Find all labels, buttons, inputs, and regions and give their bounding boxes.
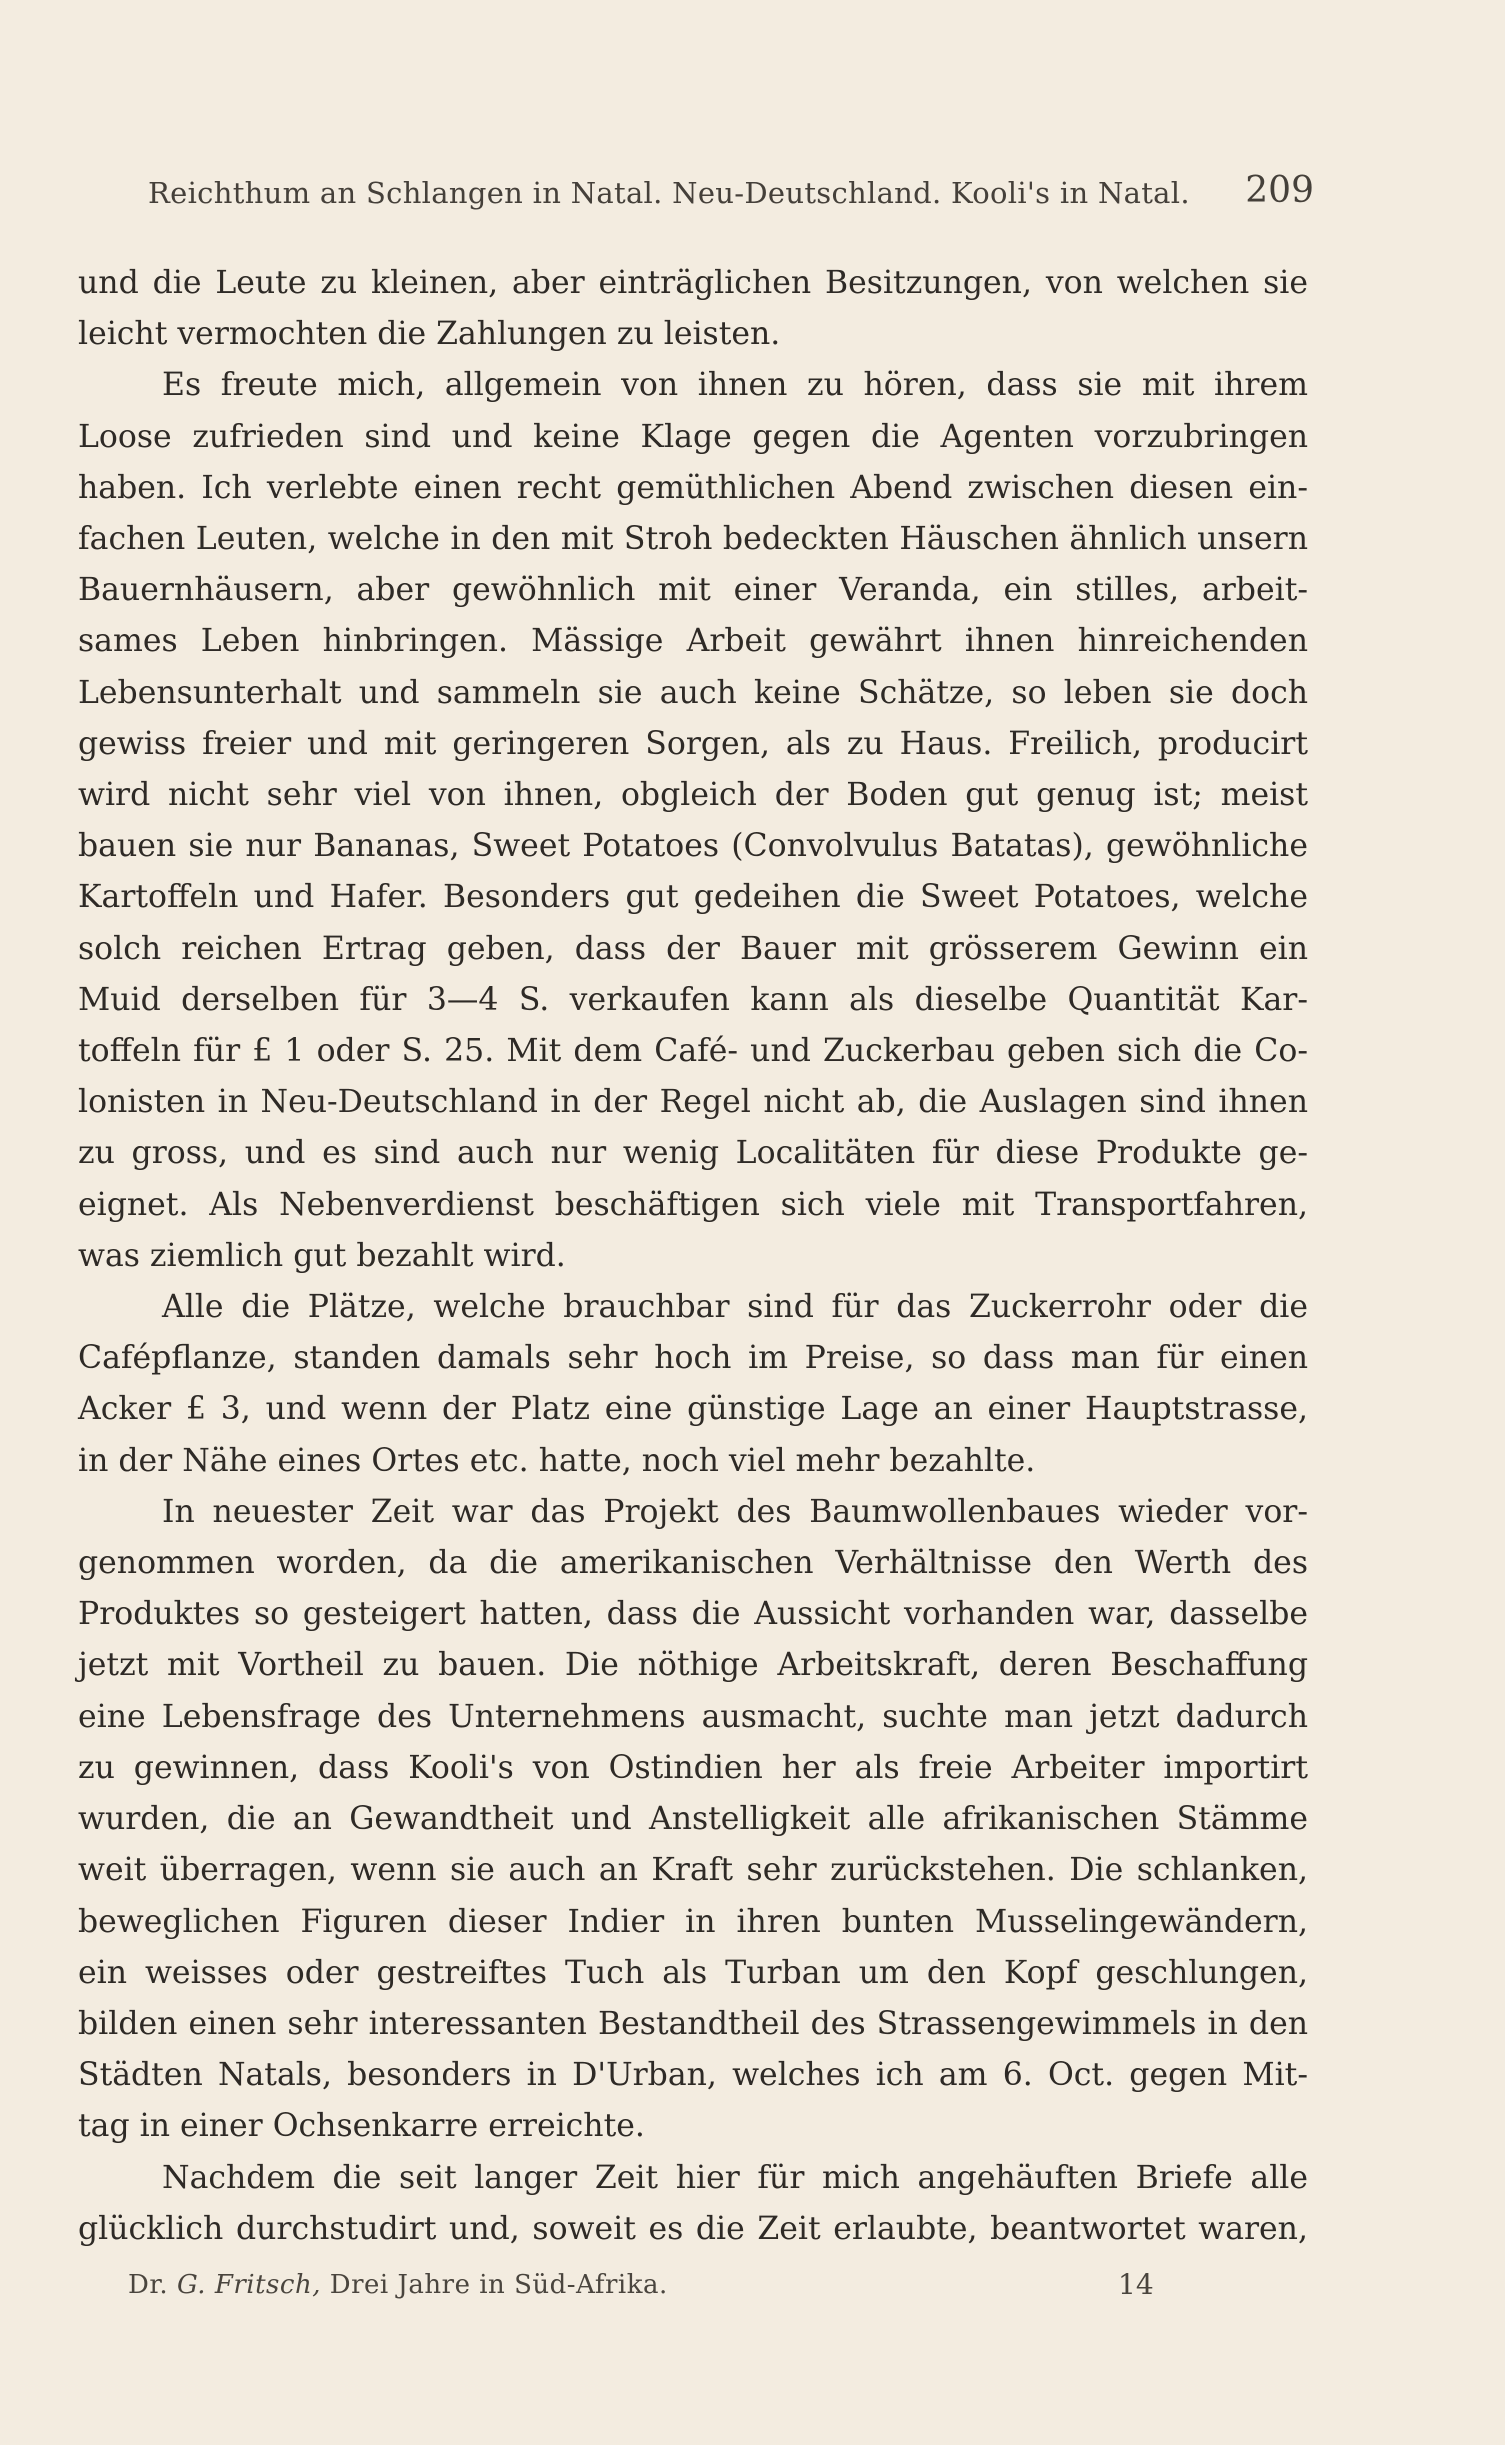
- text-line: In neuester Zeit war das Projekt des Baumwollenbaues wieder vor-: [162, 1493, 1308, 1530]
- text-line: leicht vermochten die Zahlungen zu leisten.: [78, 316, 781, 353]
- footer-title: Drei Jahre in Süd-Afrika.: [329, 2270, 668, 2300]
- printer-signature: [128, 2270, 668, 2300]
- text-line: und die Leute zu kleinen, aber einträglichen Besitzungen, von welchen sie: [78, 265, 1308, 301]
- text-line: Produktes so gesteigert hatten, dass die Aussicht vorhanden war, dasselbe: [78, 1596, 1308, 1633]
- text-line: lonisten in Neu-Deutschland in der Regel nicht ab, die Auslagen sind ihnen: [78, 1084, 1308, 1121]
- text-line: zu gewinnen, dass Kooli's von Ostindien her als freie Arbeiter importirt: [78, 1749, 1308, 1786]
- text-line: toffeln für £ 1 oder S. 25. Mit dem Café- und Zuckerbau geben sich die Co-: [78, 1033, 1308, 1070]
- text-line: genommen worden, da die amerikanischen Verhältnisse den Werth des: [78, 1545, 1308, 1582]
- text-line: Muid derselben für 3—4 S. verkaufen kann als dieselbe Quantität Kar-: [78, 981, 1308, 1018]
- page-number: 209: [1245, 170, 1314, 211]
- text-line: sames Leben hinbringen. Mässige Arbeit gewährt ihnen hinreichenden: [78, 623, 1308, 660]
- text-line: Lebensunterhalt und sammeln sie auch keine Schätze, so leben sie doch: [78, 674, 1308, 711]
- text-line: bauen sie nur Bananas, Sweet Potatoes (Convolvulus Batatas), gewöhnliche: [78, 828, 1308, 865]
- text-line: wird nicht sehr viel von ihnen, obgleich der Boden gut genug ist; meist: [78, 777, 1308, 814]
- text-line: ein weisses oder gestreiftes Tuch als Turban um den Kopf geschlungen,: [78, 1954, 1308, 1991]
- text-line: bilden einen sehr interessanten Bestandtheil des Strassengewimmels in den: [78, 2005, 1308, 2042]
- signature-number: 14: [1118, 2268, 1154, 2301]
- running-title: Reichthum an Schlangen in Natal. Neu-Deutschland. Kooli's in Natal.: [148, 176, 1190, 210]
- text-line: beweglichen Figuren dieser Indier in ihren bunten Musselingewändern,: [78, 1903, 1308, 1940]
- text-line: tag in einer Ochsenkarre erreichte.: [78, 2108, 645, 2145]
- page-header: [78, 170, 1314, 222]
- text-line: in der Nähe eines Ortes etc. hatte, noch viel mehr bezahlte.: [78, 1442, 1036, 1479]
- text-line: zu gross, und es sind auch nur wenig Localitäten für diese Produkte ge-: [78, 1135, 1308, 1172]
- text-line: Bauernhäusern, aber gewöhnlich mit einer Veranda, ein stilles, arbeit-: [78, 572, 1308, 609]
- text-line: Städten Natals, besonders in D'Urban, welches ich am 6. Oct. gegen Mit-: [78, 2057, 1308, 2094]
- text-line: eine Lebensfrage des Unternehmens ausmacht, suchte man jetzt dadurch: [78, 1698, 1308, 1735]
- text-line: was ziemlich gut bezahlt wird.: [78, 1237, 566, 1274]
- text-line: glücklich durchstudirt und, soweit es die Zeit erlaubte, beantwortet waren,: [78, 2210, 1308, 2247]
- footer-prefix: Dr.: [128, 2270, 169, 2300]
- text-line: Kartoffeln und Hafer. Besonders gut gedeihen die Sweet Potatoes, welche: [78, 879, 1308, 916]
- book-page: [78, 170, 1314, 2255]
- body-text: [78, 258, 1308, 2255]
- text-line: Acker £ 3, und wenn der Platz eine günstige Lage an einer Hauptstrasse,: [78, 1391, 1308, 1428]
- text-line: fachen Leuten, welche in den mit Stroh bedeckten Häuschen ähnlich unsern: [78, 521, 1308, 558]
- text-line: Loose zufrieden sind und keine Klage gegen die Agenten vorzubringen: [78, 418, 1308, 455]
- text-line: Nachdem die seit langer Zeit hier für mich angehäuften Briefe alle: [162, 2159, 1308, 2196]
- text-line: jetzt mit Vortheil zu bauen. Die nöthige Arbeitskraft, deren Beschaffung: [78, 1647, 1308, 1684]
- footer-author: G. Fritsch,: [176, 2270, 321, 2300]
- text-line: weit überragen, wenn sie auch an Kraft sehr zurückstehen. Die schlanken,: [78, 1852, 1308, 1889]
- text-line: Cafépflanze, standen damals sehr hoch im Preise, so dass man für einen: [78, 1340, 1308, 1377]
- text-line: wurden, die an Gewandtheit und Anstelligkeit alle afrikanischen Stämme: [78, 1801, 1308, 1838]
- text-line: Es freute mich, allgemein von ihnen zu hören, dass sie mit ihrem: [162, 367, 1308, 404]
- text-line: haben. Ich verlebte einen recht gemüthlichen Abend zwischen diesen ein-: [78, 469, 1308, 506]
- text-line: Alle die Plätze, welche brauchbar sind für das Zuckerrohr oder die: [162, 1289, 1308, 1326]
- text-line: eignet. Als Nebenverdienst beschäftigen sich viele mit Transportfahren,: [78, 1186, 1308, 1223]
- text-line: gewiss freier und mit geringeren Sorgen, als zu Haus. Freilich, producirt: [78, 725, 1308, 762]
- text-line: solch reichen Ertrag geben, dass der Bauer mit grösserem Gewinn ein: [78, 930, 1308, 967]
